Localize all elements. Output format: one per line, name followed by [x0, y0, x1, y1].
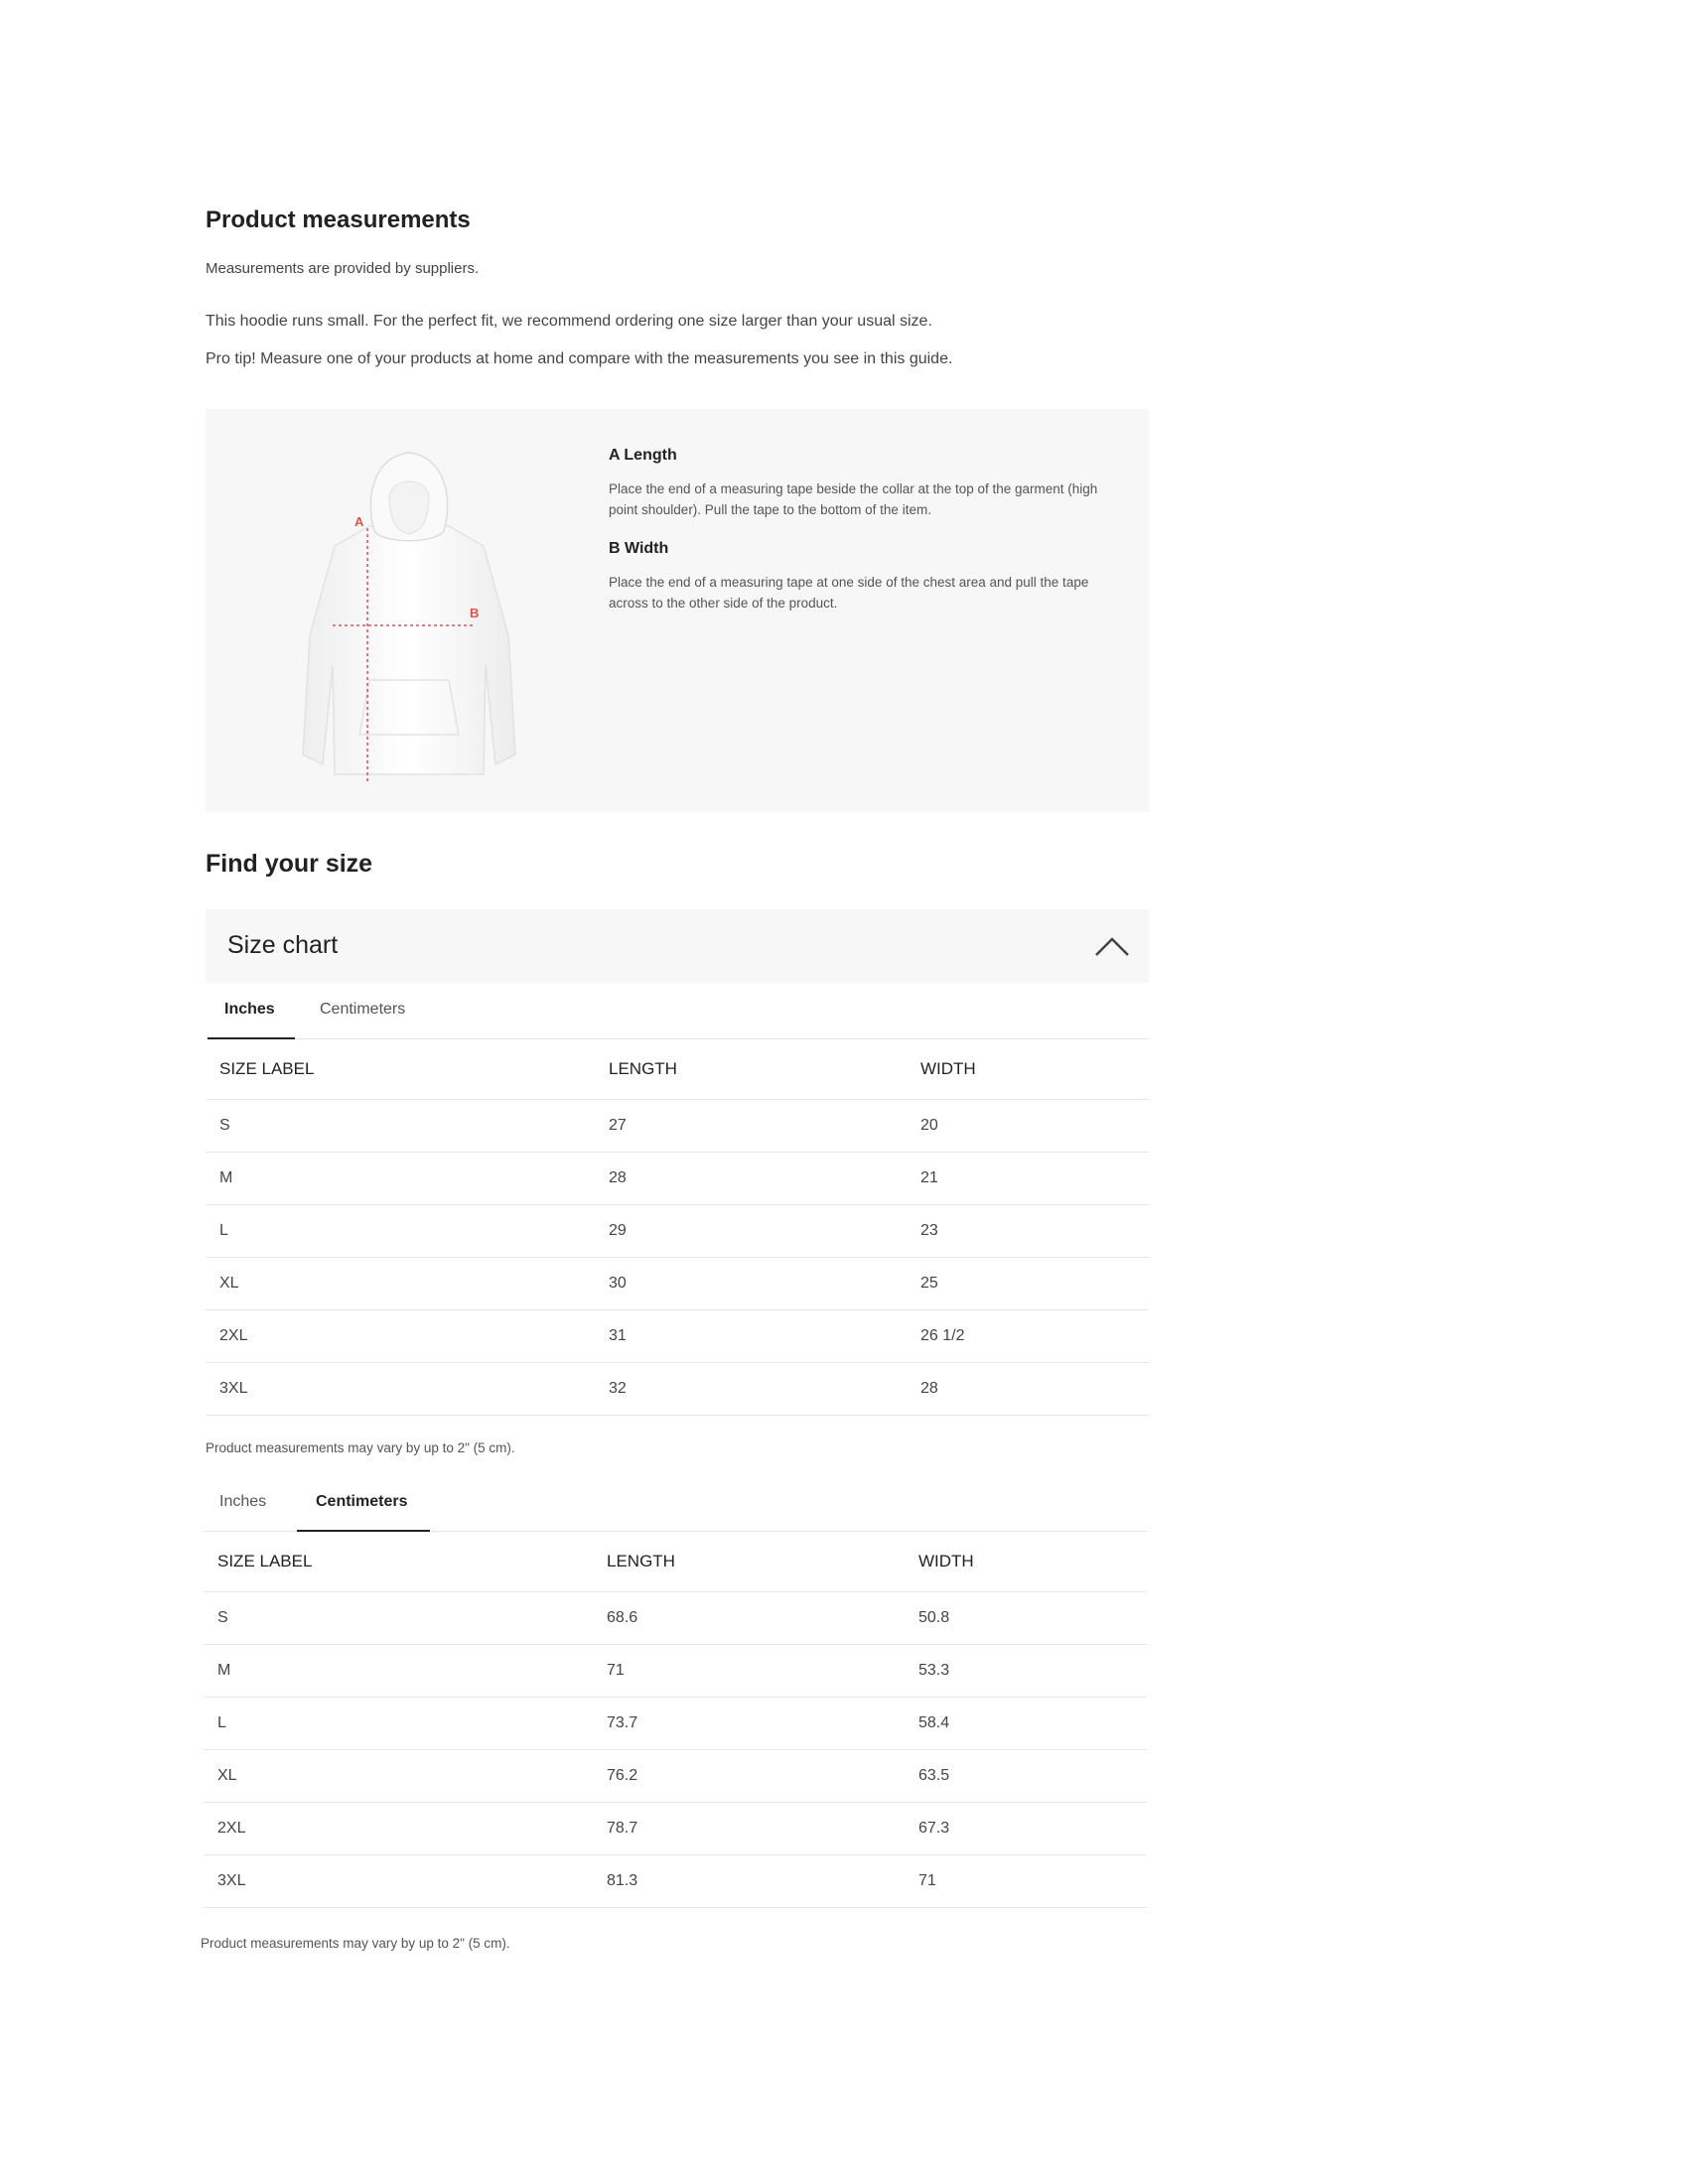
cell-length: 76.2 — [593, 1750, 905, 1803]
cell-size-label: M — [206, 1153, 595, 1205]
cell-width: 71 — [905, 1855, 1147, 1908]
marker-b: B — [470, 606, 480, 620]
cell-length: 32 — [595, 1363, 907, 1416]
tab-inches[interactable]: Inches — [224, 1001, 275, 1018]
cell-width: 67.3 — [905, 1803, 1147, 1855]
table-row — [204, 1803, 1147, 1855]
tab-inches[interactable]: Inches — [219, 1493, 267, 1510]
width-title: B Width — [609, 540, 669, 557]
cell-width: 63.5 — [905, 1750, 1147, 1803]
table-row — [206, 1100, 1149, 1153]
table-row — [206, 1205, 1149, 1258]
table-row — [206, 1363, 1149, 1416]
size-chart-accordion[interactable] — [206, 909, 1149, 983]
page-title: Product measurements — [206, 206, 471, 233]
size-table-centimeters — [204, 1532, 1147, 1908]
header-size-label: SIZE LABEL — [206, 1039, 595, 1100]
table-row — [204, 1645, 1147, 1698]
width-text: Place the end of a measuring tape at one side of the chest area and pull the tape across to the other side of the product. — [609, 575, 1089, 611]
cell-length: 30 — [595, 1258, 907, 1310]
unit-tabs-inches — [206, 983, 1149, 1039]
cell-length: 31 — [595, 1310, 907, 1363]
table-row — [206, 1153, 1149, 1205]
cell-length: 28 — [595, 1153, 907, 1205]
pro-tip: Pro tip! Measure one of your products at home and compare with the measurements you see in this guide. — [206, 350, 953, 367]
cell-width: 28 — [907, 1363, 1149, 1416]
cell-size-label: XL — [204, 1750, 593, 1803]
cell-length: 27 — [595, 1100, 907, 1153]
unit-tabs-centimeters — [204, 1475, 1147, 1532]
length-text: Place the end of a measuring tape beside the collar at the top of the garment (high point shoulder). Pull the tape to the bottom of the item. — [609, 481, 1098, 517]
cell-size-label: 2XL — [204, 1803, 593, 1855]
cell-size-label: S — [206, 1100, 595, 1153]
hoodie-diagram-icon — [275, 437, 543, 794]
cell-width: 58.4 — [905, 1698, 1147, 1750]
fit-note: This hoodie runs small. For the perfect fit, we recommend ordering one size larger than your usual size. — [206, 313, 932, 330]
cell-width: 20 — [907, 1100, 1149, 1153]
cell-width: 50.8 — [905, 1592, 1147, 1645]
size-table-inches — [206, 1039, 1149, 1416]
header-size-label: SIZE LABEL — [204, 1532, 593, 1592]
cell-size-label: M — [204, 1645, 593, 1698]
header-width: WIDTH — [907, 1039, 1149, 1100]
marker-a: A — [354, 514, 364, 529]
cell-width: 23 — [907, 1205, 1149, 1258]
cell-length: 68.6 — [593, 1592, 905, 1645]
length-title: A Length — [609, 447, 677, 464]
cell-size-label: 3XL — [206, 1363, 595, 1416]
cell-length: 29 — [595, 1205, 907, 1258]
table-row — [204, 1750, 1147, 1803]
cell-size-label: L — [204, 1698, 593, 1750]
variance-note-inches: Product measurements may vary by up to 2" (5 cm). — [206, 1440, 515, 1455]
cell-length: 78.7 — [593, 1803, 905, 1855]
tab-centimeters[interactable]: Centimeters — [316, 1493, 408, 1510]
table-row — [206, 1310, 1149, 1363]
tab-centimeters[interactable]: Centimeters — [320, 1001, 406, 1018]
cell-length: 73.7 — [593, 1698, 905, 1750]
size-chart-label: Size chart — [227, 931, 339, 959]
cell-length: 71 — [593, 1645, 905, 1698]
table-row — [206, 1258, 1149, 1310]
cell-width: 26 1/2 — [907, 1310, 1149, 1363]
cell-size-label: 3XL — [204, 1855, 593, 1908]
table-row — [204, 1698, 1147, 1750]
cell-width: 53.3 — [905, 1645, 1147, 1698]
cell-width: 21 — [907, 1153, 1149, 1205]
table-header-row — [206, 1039, 1149, 1100]
cell-size-label: XL — [206, 1258, 595, 1310]
table-row — [204, 1592, 1147, 1645]
cell-size-label: S — [204, 1592, 593, 1645]
supplier-note: Measurements are provided by suppliers. — [206, 260, 480, 277]
variance-note-centimeters: Product measurements may vary by up to 2" (5 cm). — [201, 1936, 510, 1951]
table-row — [204, 1855, 1147, 1908]
chevron-up-icon[interactable] — [1093, 931, 1131, 959]
cell-length: 81.3 — [593, 1855, 905, 1908]
find-size-heading: Find your size — [206, 850, 373, 878]
measurement-guide — [206, 409, 1149, 812]
header-length: LENGTH — [595, 1039, 907, 1100]
table-header-row — [204, 1532, 1147, 1592]
header-length: LENGTH — [593, 1532, 905, 1592]
cell-size-label: 2XL — [206, 1310, 595, 1363]
measurement-info — [609, 447, 1125, 633]
cell-size-label: L — [206, 1205, 595, 1258]
cell-width: 25 — [907, 1258, 1149, 1310]
header-width: WIDTH — [905, 1532, 1147, 1592]
